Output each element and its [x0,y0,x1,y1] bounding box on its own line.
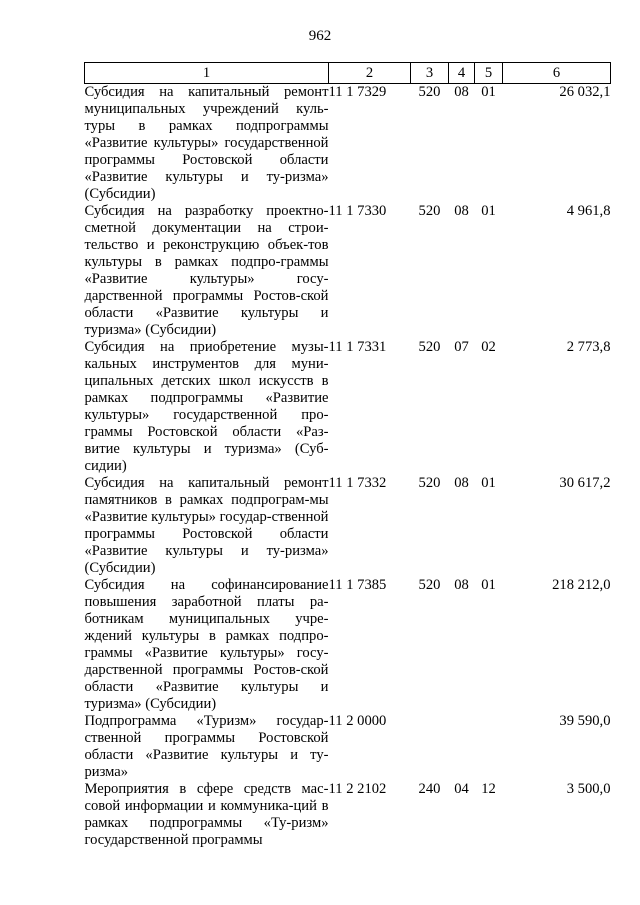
row-amount: 39 590,0 [559,713,611,729]
row-name: Подпрограмма «Туризм» государ-ственной программы Ростовской области «Развитие культуры и ту-ризма» [84,713,329,780]
row-section: 08 [454,577,469,593]
row-section: 08 [454,203,469,219]
row-subsection: 01 [481,475,496,491]
row-name: Субсидия на софинансирование повышения заработной платы ра-ботникам муниципальных учре-ждений культуры в рамках подпро-граммы «Развитие культуры» госу-дарственной программы Ростов-ской области «Развитие культуры и туризма» (Субсидии) [84,577,329,712]
row-code: 11 1 7385 [328,577,387,593]
row-expense-type: 520 [418,84,441,100]
table-row [85,713,611,781]
column-header-4: 4 [449,63,475,84]
row-section: 08 [454,84,469,100]
table-body [85,84,611,850]
row-code: 11 2 2102 [328,781,387,797]
row-amount: 3 500,0 [566,781,611,797]
column-header-6: 6 [503,63,611,84]
table-row [85,339,611,475]
page-number: 962 [308,28,332,44]
table-row [85,475,611,577]
row-code: 11 1 7329 [328,84,387,100]
row-subsection: 02 [481,339,496,355]
table-row [85,203,611,339]
row-expense-type: 240 [418,781,441,797]
row-subsection: 01 [481,203,496,219]
row-section [449,713,475,781]
row-section: 08 [454,475,469,491]
row-expense-type: 520 [418,339,441,355]
row-name: Мероприятия в сфере средств мас-совой информации и коммуника-ций в рамках подпрограммы «Ту-ризм» государственной программы [84,781,329,848]
row-amount: 26 032,1 [559,84,611,100]
row-section: 04 [454,781,469,797]
row-name: Субсидия на капитальный ремонт муниципальных учреждений куль-туры в рамках подпрограммы «Развитие культуры» государственной программы Ростовской области «Развитие культуры и ту-ризма» (Субсидии) [84,84,329,202]
row-subsection: 01 [481,577,496,593]
row-expense-type: 520 [418,577,441,593]
column-header-5: 5 [475,63,503,84]
column-header-2: 2 [329,63,411,84]
table-row [85,84,611,204]
table-row [85,781,611,849]
row-name: Субсидия на приобретение музы-кальных инструментов для муни-ципальных детских школ искусств в рамках подпрограммы «Развитие культуры» государственной про-граммы Ростовской области «Раз-витие культуры и туризма» (Суб-сидии) [84,339,329,474]
row-name: Субсидия на разработку проектно-сметной документации на строи-тельство и реконструкцию объек-тов культуры в рамках подпро-граммы «Развитие культуры» госу-дарственной программы Ростов-ской области «Развитие культуры и туризма» (Субсидии) [84,203,329,338]
row-subsection: 12 [481,781,496,797]
row-section: 07 [454,339,469,355]
header-row [85,63,611,84]
row-amount: 218 212,0 [552,577,611,593]
row-expense-type: 520 [418,475,441,491]
row-subsection: 01 [481,84,496,100]
column-header-1: 1 [85,63,329,84]
row-code: 11 1 7331 [328,339,387,355]
row-code: 11 1 7330 [328,203,387,219]
row-name: Субсидия на капитальный ремонт памятников в рамках подпрограм-мы «Развитие культуры» государ-ственной программы Ростовской области «Развитие культуры и ту-ризма» (Субсидии) [84,475,329,576]
row-code: 11 1 7332 [328,475,387,491]
column-header-3: 3 [411,63,449,84]
row-amount: 4 961,8 [566,203,611,219]
row-amount: 2 773,8 [566,339,611,355]
row-expense-type [411,713,449,781]
table-row [85,577,611,713]
budget-table [84,62,611,849]
row-code: 11 2 0000 [328,713,387,729]
row-expense-type: 520 [418,203,441,219]
row-subsection [475,713,503,781]
row-amount: 30 617,2 [559,475,611,491]
